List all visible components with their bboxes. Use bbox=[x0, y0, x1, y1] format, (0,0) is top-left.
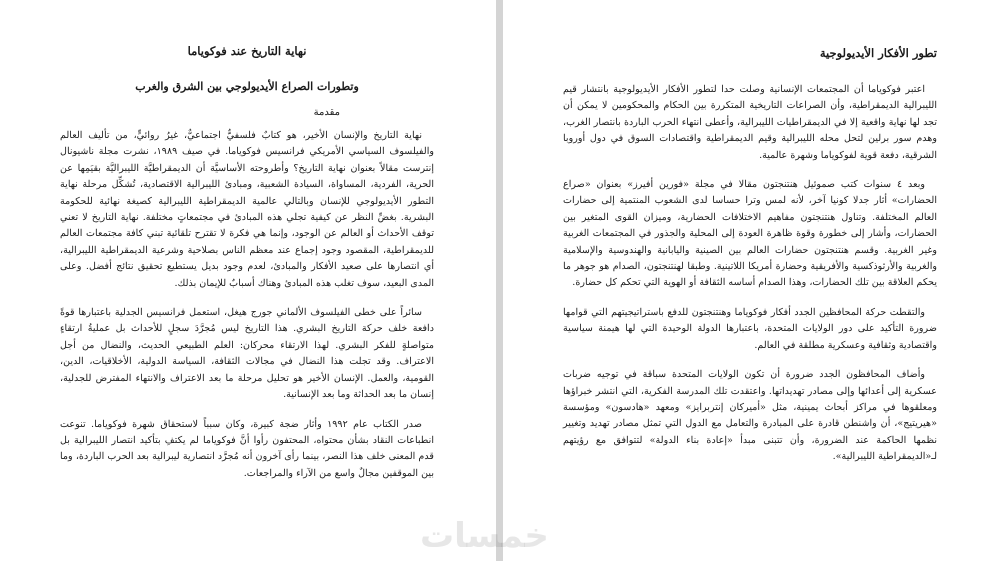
paragraph: اعتبر فوكوياما أن المجتمعات الإنسانية وصلت حدا لتطور الأفكار الأيديولوجية بانتشار قيم الليبرالية الديمقراطية، وأن الصراعات التاريخية المتكررة بين الحكام والمحكومين لا يمكن أن تجد لها نهاية واقعية إلا في الديمقراطيات الليبرالية، وأعطى انتهاء الحرب الباردة بانتصار الغرب، وهدم سور برلين لتحل محله الليبرالية وقيم الديمقراطية واقتصادات السوق في دول أوروبا الشرقية، دفعة قوية لفوكوياما وشهرة عالمية. bbox=[563, 84, 937, 161]
paragraph: سائراً على خطى الفيلسوف الألماني جورج هيغل، استعمل فرانسيس الجدلية باعتبارها قوةً دافعة خلف حركة التاريخ البشري. هذا التاريخ ليس مُجرَّدَ سجلٍ للأحداث بل عمليةُ ارتقاءٍ متواصلةٍ للفكر البشري. لهذا الارتقاء محركان: العلم الطبيعي الحديث، والنضال من أجل الاعتراف. وقد تجلت هذا النضال في مجالات الثقافة، السياسة الدولية، الأخلاقيات، الدين، القومية، والعمل. الإنسان الأخير هو تحليل مرحلة ما بعد الاعتراف والانتهاء المفترض للجدلية، إنسان ما بعد الحداثة وما بعد الإنسانية. bbox=[60, 307, 434, 401]
paragraph: نهاية التاريخ والإنسان الأخير، هو كتابٌ فلسفيٌّ اجتماعيٌّ، غيرُ روائيٍّ، من تأليف العالم والفيلسوف السياسي الأمريكي فرانسيس فوكوياما. في صيف ١٩٨٩، نشرت مجلة ناشيونال إنترست مقالاً بعنوان نهاية التاريخ؟ وأطروحته الأساسيَّة أن الديمقراطيَّة الليبراليَّة بقيَمِها عن الحرية، الفردية، المساواة، السيادة الشعبية، ومبادئ الليبرالية الاقتصادية، تُشكِّل مرحلة نهاية التطور الأيديولوجي للإنسان وبالتالي عالمية الديمقراطية الليبرالية كصيغة نهائية للحكومة البشرية. بغضِّ النظر عن كيفية تجلي هذه المبادئ في مجتمعاتٍ مختلفة. نهاية التاريخ لا تعني توقف الأحداث أو العالم عن الوجود، وإنما هي فكرة لا تقترح تلقائية تبني كافة مجتمعات العالم للديمقراطية، المقصود وجود إجماع عند معظم الناس بصلاحية وشرعية الديمقراطية الليبرالية، أي انتصارها على صعيد الأفكار والمبادئ، لعدم وجود بديل يستطيع تحقيق نتائج أفضل. وعلى المدى البعيد، سوف تغلب هذه المبادئ وهناك أسبابٌ للإيمان بذلك. bbox=[60, 130, 435, 289]
page-title: نهاية التاريخ عند فوكوياما bbox=[187, 44, 307, 58]
watermark-logo: خمسات bbox=[420, 516, 549, 556]
paragraph: صدر الكتاب عام ١٩٩٢ وأثار ضجة كبيرة، وكان سبباً لاستحقاق شهرة فوكوياما. تنوعت انطباعات النقاد بشأن محتواه، المحتفون رأوا أنَّ فوكوياما لم يكتفِ بتأكيد انتصار الليبرالية بل قدم المعنى خلف هذا النصر، بينما رأى آخرون أنه مُجرَّد انتصارية ليبرالية بعد الحرب الباردة، وما بين الموقفين مجالٌ واسع من الآراء والمراجعات. bbox=[60, 418, 434, 479]
page-subtitle: وتطورات الصراع الأيديولوجي بين الشرق والغرب bbox=[135, 80, 359, 93]
paragraph: وبعد ٤ سنوات كتب صموئيل هنتنجتون مقالا في مجلة «فورين أفيرز» بعنوان «صراع الحضارات» أثار جدلا كونيا آخر، لأنه لمس وترا حساسا لدى الشعوب المنتمية إلى حضارات العالم المختلفة. وتناول هنتنجتون مفاهيم الاختلافات الحضارية، وميزان القوى المتغير بين الحضارات، وأشار إلى خطورة وقوة ظاهرة العودة إلى المحلية والجذور في المجتمعات الغربية وغير الغربية. وقسم هنتنجتون حضارات العالم بين الصينية واليابانية والهندوسية والإسلامية والغربية والأرثوذكسية والأفريقية وحضارة أمريكا اللاتينية. وطبقا لهنتنجتون، الصدام هو جوهر ما يحكم العلاقة بين تلك الحضارات، وهذا الصدام أساسه الثقافة أو الهوية التي تحكم كل حضارة. bbox=[563, 179, 937, 289]
section-heading: مقدمة bbox=[313, 107, 340, 118]
paragraph: والتقطت حركة المحافظين الجدد أفكار فوكوياما وهنتنجتون للدفع باستراتيجيتهم التي قوامها ضرورة التأكيد على دور الولايات المتحدة، باعتبارها الدولة الوحيدة التي لها هيمنة سياسية واقتصادية وثقافية وعسكرية مطلقة في العالم. bbox=[563, 306, 937, 351]
document-page-right bbox=[503, 0, 999, 561]
page-title: تطور الأفكار الأيديولوجية bbox=[819, 46, 937, 60]
paragraph: وأضاف المحافظون الجدد ضرورة أن تكون الولايات المتحدة سباقة في توجيه ضربات عسكرية إلى أعدائها وإلى مصادر تهديداتها. واعتقدت تلك المدرسة الفكرية، التي انتشر خبراؤها ومعلقوها في مراكز أبحاث يمينية، مثل «أميركان إنتربرايز» ومعهد «هادسون» ومؤسسة «هيريتيج»، أن واشنطن قادرة على المبادرة والتعامل مع الدول التي تمثل مصادر تهديد وتغيير نظمها الحاكمة عند الضرورة، وأن تتبنى مبدأ «إعادة بناء الدولة» لتتوافق مع رؤيتهم لـ«الديمقراطية الليبرالية». bbox=[563, 369, 937, 463]
page-gutter bbox=[496, 0, 503, 561]
document-page-left bbox=[0, 0, 496, 561]
